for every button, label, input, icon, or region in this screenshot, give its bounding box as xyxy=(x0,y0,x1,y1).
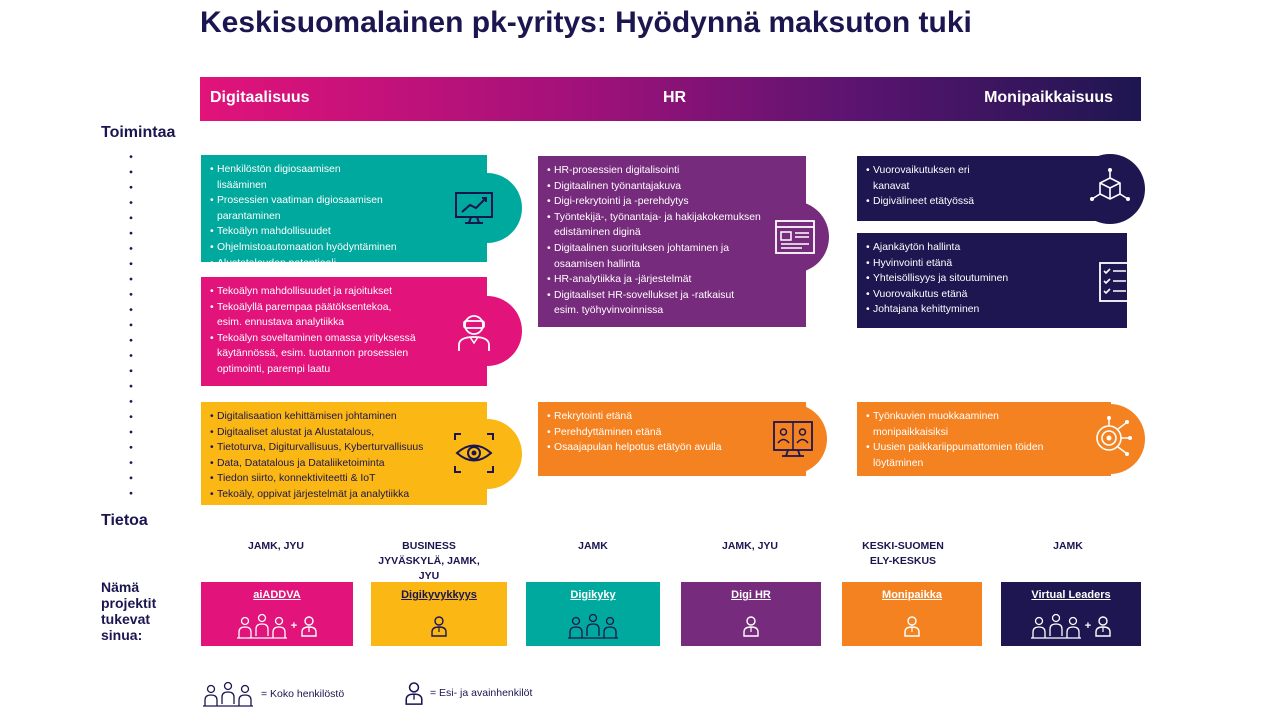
group-icon xyxy=(236,612,288,640)
list-item: • Tekoäly, oppivat järjestelmät ja analytiikka xyxy=(210,487,450,503)
list-item: • Tekoälyn soveltaminen omassa yrityksessä käytännössä, esim. tuotannon prosessien optimointi, parempi laatu xyxy=(210,331,442,378)
project-link-virtual-leaders[interactable]: Virtual Leaders xyxy=(1031,589,1111,601)
project-link-digi-hr[interactable]: Digi HR xyxy=(731,589,771,601)
label-tietoa: Tietoa xyxy=(101,512,148,529)
plus-sign: + xyxy=(290,620,298,632)
list-item: • Digivälineet etätyössä xyxy=(866,194,1026,210)
list-item: • Tekoälyn mahdollisuudet ja rajoitukset xyxy=(210,284,422,300)
card-list xyxy=(210,162,430,271)
list-item: • Digitalisaation kehittämisen johtaminen xyxy=(210,409,450,425)
target-network-icon xyxy=(1089,415,1135,461)
card-digi-lead xyxy=(201,402,487,505)
banner-monipaikkaisuus: Monipaikkaisuus xyxy=(984,89,1113,106)
project-link-aiaddva[interactable]: aiADDVA xyxy=(253,589,301,601)
card-list xyxy=(866,163,1026,210)
institution-label: BUSINESS JYVÄSKYLÄ, JAMK, JYU xyxy=(378,540,480,582)
institution-label: JAMK xyxy=(1053,540,1083,552)
institution-label: KESKI-SUOMEN ELY-KESKUS xyxy=(862,540,944,567)
list-item: • Tekoälyn mahdollisuudet xyxy=(210,224,430,240)
vr-headset-person-icon xyxy=(451,309,497,355)
card-list xyxy=(547,163,767,319)
projects-label-line: Nämä xyxy=(101,579,140,595)
label-toimintaa: Toimintaa xyxy=(101,124,176,141)
topic-banner xyxy=(200,77,1141,121)
audience-icons xyxy=(1001,612,1141,640)
group-icon xyxy=(1030,612,1082,640)
list-item: • Ohjelmistoautomaation hyödyntäminen xyxy=(210,240,430,256)
card-list xyxy=(866,409,1071,471)
audience-icons xyxy=(681,612,821,640)
list-item: • Tietoturva, Digiturvallisuus, Kyberturvallisuus xyxy=(210,440,450,456)
projects-label xyxy=(101,579,156,643)
legend-group xyxy=(201,680,344,708)
list-item: • Hyvinvointi etänä xyxy=(866,256,1056,272)
project-link-digikyky[interactable]: Digikyky xyxy=(570,589,616,601)
list-item: • Digitaaliset HR-sovellukset ja -ratkaisut esim. työhyvinvoinnissa xyxy=(547,288,752,319)
card-hr-digi xyxy=(538,156,806,327)
list-item: • Vuorovaikutuksen eri kanavat xyxy=(866,163,1006,194)
audience-icons xyxy=(201,612,353,640)
list-item: • Perehdyttäminen etänä xyxy=(547,425,757,441)
card-ai xyxy=(201,277,487,386)
list-item: • Henkilöstön digiosaamisen lisääminen xyxy=(210,162,390,193)
institution-label: JAMK, JYU xyxy=(247,540,304,552)
projects-label-line: projektit xyxy=(101,595,157,611)
institution-label: JAMK, JYU xyxy=(721,540,778,552)
project-digikyvykkyys[interactable] xyxy=(371,582,507,646)
card-hr-remote xyxy=(538,402,806,476)
card-list xyxy=(210,284,442,378)
banner-digitalisuus: Digitaalisuus xyxy=(210,89,310,106)
project-monipaikka[interactable] xyxy=(842,582,982,646)
list-item: • Data, Datatalous ja Dataliiketoiminta xyxy=(210,456,450,472)
page-title: Keskisuomalainen pk-yritys: Hyödynnä maksuton tuki xyxy=(200,6,972,39)
audience-icons xyxy=(842,612,982,640)
legend-person-label: = Esi- ja avainhenkilöt xyxy=(430,687,533,699)
person-icon xyxy=(1094,615,1112,637)
list-item: • Digi-rekrytointi ja -perehdytys xyxy=(547,194,767,210)
projects-label-line: sinua: xyxy=(101,627,143,643)
cube-network-icon xyxy=(1087,166,1133,212)
list-item: • Tekoälyllä parempaa päätöksentekoa, esim. ennustava analytiikka xyxy=(210,300,415,331)
list-item: • Työnkuvien muokkaaminen monipaikkaisiksi xyxy=(866,409,1071,440)
card-list xyxy=(866,240,1056,318)
list-item: • Digitaalinen suorituksen johtaminen ja osaamisen hallinta xyxy=(547,241,762,272)
institution-label: JAMK xyxy=(578,540,608,552)
video-call-icon xyxy=(770,416,816,462)
group-icon xyxy=(201,680,255,708)
list-item: • Ajankäytön hallinta xyxy=(866,240,1056,256)
list-item: • Tiedon siirto, konnektiviteetti & IoT xyxy=(210,471,450,487)
list-item: • Johtajana kehittyminen xyxy=(866,302,1056,318)
project-digi-hr[interactable] xyxy=(681,582,821,646)
person-icon xyxy=(903,615,921,637)
card-multi-lead xyxy=(857,233,1127,328)
project-link-digikyvykkyys[interactable]: Digikyvykkyys xyxy=(401,589,477,601)
person-icon xyxy=(430,615,448,637)
list-item: • Digitaaliset alustat ja Alustatalous, xyxy=(210,425,450,441)
list-item: • Osaajapulan helpotus etätyön avulla xyxy=(547,440,757,456)
project-link-monipaikka[interactable]: Monipaikka xyxy=(882,589,942,601)
list-item: • HR-analytiikka ja -järjestelmät xyxy=(547,272,767,288)
project-virtual-leaders[interactable] xyxy=(1001,582,1141,646)
group-icon xyxy=(567,612,619,640)
person-icon xyxy=(742,615,760,637)
projects-label-line: tukevat xyxy=(101,611,151,627)
list-item: • Alustatalouden potentiaali xyxy=(210,256,430,272)
project-digikyky[interactable] xyxy=(526,582,660,646)
card-multi-work xyxy=(857,402,1111,476)
legend-person xyxy=(404,680,532,706)
vertical-dotted-line xyxy=(128,149,134,501)
person-icon xyxy=(300,615,318,637)
card-multi-comm xyxy=(857,156,1111,221)
audience-icons xyxy=(526,612,660,640)
list-item: • Uusien paikkariippumattomien töiden löytäminen xyxy=(866,440,1071,471)
list-item: • Yhteisöllisyys ja sitoutuminen xyxy=(866,271,1056,287)
monitor-chart-icon xyxy=(451,185,497,231)
plus-sign: + xyxy=(1084,620,1092,632)
legend-group-label: = Koko henkilöstö xyxy=(261,688,345,700)
list-item: • Työntekijä-, työnantaja- ja hakijakokemuksen edistäminen diginä xyxy=(547,210,762,241)
audience-icons xyxy=(371,612,507,640)
list-item: • HR-prosessien digitalisointi xyxy=(547,163,767,179)
list-item: • Digitaalinen työnantajakuva xyxy=(547,179,767,195)
list-item: • Rekrytointi etänä xyxy=(547,409,757,425)
eye-target-icon xyxy=(451,430,497,476)
card-list xyxy=(210,409,450,503)
checklist-icon xyxy=(1092,259,1138,305)
card-list xyxy=(547,409,757,456)
browser-window-icon xyxy=(772,214,818,260)
list-item: • Vuorovaikutus etänä xyxy=(866,287,1056,303)
card-digi-skills xyxy=(201,155,487,269)
person-icon xyxy=(404,680,424,706)
list-item: • Prosessien vaatiman digiosaamisen parantaminen xyxy=(210,193,390,224)
banner-hr: HR xyxy=(663,89,687,106)
project-aiaddva[interactable] xyxy=(201,582,353,646)
